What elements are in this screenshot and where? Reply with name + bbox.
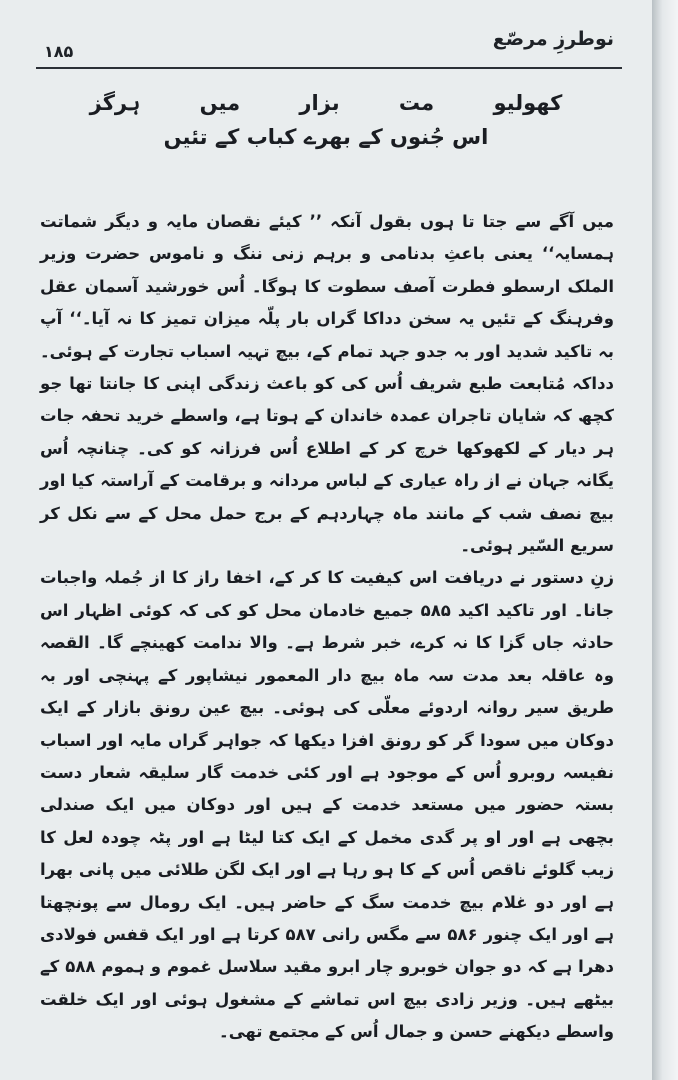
paragraph: میں آگے سے جتا تا ہوں بقول آنکہ ’’ کیئے نقصان مایہ و دیگر شماتت ہمسایہ‘‘ یعنی باعثِ بدنامی و برہم زنی ننگ و ناموس حضرت وزیر الملک ارسطو فطرت آصف سطوت کا ہوگا۔ اُس خورشید آسمان عقل وفرہنگ کے تئیں یہ سخن دداکا گراں بار پلّہ میزان تمیز کا نہ آیا۔‘‘ آپ بہ تاکید شدید اور بہ جدو جہد تمام کے، بیچ تہیہ اسباب تجارت کے ہوئی۔ دداکہ مُتابعت طبع شریف اُس کی کو باعث زندگی اپنی کا جانتا تھا جو کچھ کہ شایان تاجران عمدہ خاندان کے ہوتا ہے، واسطے خرید تحفہ جات ہر دیار کے لکھوکھا خرچ کر کے اطلاع اُس فرزانہ کو کی۔ چنانچہ اُس یگانہ جہان نے از راہ عیاری کے لباس مردانہ و برقامت کے آراستہ کیا اور بیچ نصف شب کے مانند ماہ چہاردہم کے برج حمل محل کے سے نکل کر سریع السّیر ہوئی۔ (40, 212, 614, 556)
running-title: نوطرزِ مرصّع (492, 28, 614, 50)
body-text (40, 206, 614, 1049)
verse-couplet (0, 88, 652, 152)
paragraph: زنِ دستور نے دریافت اس کیفیت کا کر کے، اخفا راز کا از جُملہ واجبات جانا۔ اور تاکید اکید ۵۸۵ جمیع خادمان محل کو کی کہ کوئی اظہار اس حادثہ جاں گزا کا نہ کرے، خبر شرط ہے۔ والا ندامت کھینچے گا۔ القصہ وہ عاقلہ بعد مدت سہ ماہ بیچ دار المعمور نیشاپور کے پہنچی اور بہ طریق سیر روانہ اردوئے معلّی کی ہوئی۔ بیچ عین رونق بازار کے ایک دوکان میں سودا گر کو رونق افزا دیکھا کہ جواہر گراں مایہ اور اسباب نفیسہ روبرو اُس کے موجود ہے اور کئی خدمت گار سلیقہ شعار دست بستہ حضور میں مستعد خدمت کے ہیں اور دوکان میں ایک صندلی بچھی ہے اور او پر گدی مخمل کے ایک کتا لیٹا ہے اور پٹہ چودہ لعل کا زیب گلوئے ناقص اُس کے کا ہو رہا ہے اور ایک لگن طلائی میں پانی بھرا ہے اور دو غلام بیچ خدمت سگ کے حاضر ہیں۔ ایک رومال سے پونچھتا ہے اور ایک چنور ۵۸۶ سے مگس رانی ۵۸۷ کرتا ہے اور ایک قفس فولادی دھرا ہے کہ دو جوان خوبرو چار ابرو مقید سلاسل غموم و ہموم ۵۸۸ کے بیٹھے ہیں۔ وزیر زادی بیچ اس تماشے کے مشغول ہوئی اور ایک خلقت واسطے دیکھنے حسن و جمال اُس کے مجتمع تھی۔ (40, 568, 614, 1042)
verse-line-1: کھولیو مت بزار میں ہرگز (89, 91, 563, 115)
page-edge-shadow (652, 0, 678, 1080)
header-rule (36, 67, 622, 69)
page-number: ۱۸۵ (44, 42, 74, 61)
verse-line-2: اس جُنوں کے بھرے کباب کے تئیں (163, 125, 489, 149)
